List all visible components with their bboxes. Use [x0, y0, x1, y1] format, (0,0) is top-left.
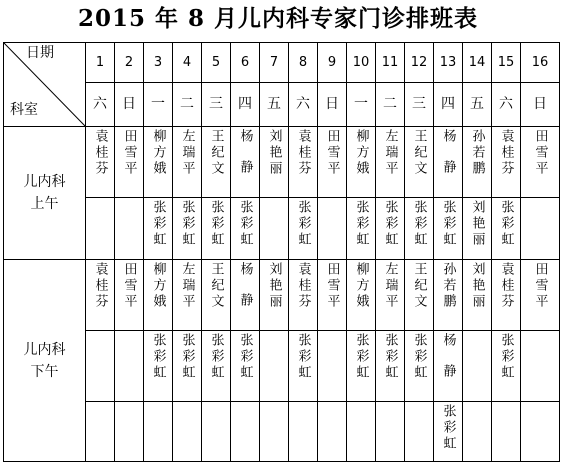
- doctor-cell: [521, 331, 560, 402]
- doctor-name: 刘艳丽: [266, 129, 282, 177]
- date-header-cell: 5: [202, 43, 231, 83]
- date-header-cell: 9: [318, 43, 347, 83]
- schedule-row: [4, 127, 560, 198]
- department-name: 儿内科: [23, 174, 66, 190]
- doctor-name: 田雪平: [324, 129, 340, 177]
- doctor-cell: [347, 198, 376, 260]
- doctor-cell: [173, 127, 202, 198]
- doctor-cell: [434, 260, 463, 331]
- doctor-name: 刘艳丽: [469, 200, 485, 248]
- doctor-name: 袁桂芬: [498, 129, 514, 177]
- doctor-cell: [318, 260, 347, 331]
- doctor-cell: [521, 260, 560, 331]
- weekday-header-cell: 四: [434, 83, 463, 127]
- doctor-name: 袁桂芬: [295, 262, 311, 310]
- doctor-cell: [521, 198, 560, 260]
- doctor-name: 王纪文: [208, 262, 224, 310]
- doctor-name: 袁桂芬: [92, 262, 108, 310]
- doctor-cell: [434, 127, 463, 198]
- doctor-name: 张彩虹: [353, 200, 369, 248]
- date-header-cell: 12: [405, 43, 434, 83]
- doctor-cell: [173, 331, 202, 402]
- date-header-cell: 11: [376, 43, 405, 83]
- department-cell: [4, 260, 86, 462]
- date-header-cell: 6: [231, 43, 260, 83]
- weekday-header-cell: 五: [260, 83, 289, 127]
- doctor-name: 左瑞平: [382, 262, 398, 310]
- doctor-cell: [231, 127, 260, 198]
- date-header-cell: 13: [434, 43, 463, 83]
- doctor-cell: [492, 127, 521, 198]
- weekday-header-cell: 六: [86, 83, 115, 127]
- schedule-table: [3, 42, 560, 462]
- doctor-cell: [463, 198, 492, 260]
- doctor-cell: [405, 198, 434, 260]
- doctor-name: 杨静: [237, 262, 253, 324]
- doctor-name: 孙若鹏: [440, 262, 456, 310]
- doctor-name: 张彩虹: [440, 200, 456, 248]
- date-header-cell: 10: [347, 43, 376, 83]
- weekday-header-cell: 二: [173, 83, 202, 127]
- weekday-header-cell: 六: [289, 83, 318, 127]
- doctor-name: 张彩虹: [382, 200, 398, 248]
- doctor-cell: [260, 402, 289, 462]
- doctor-name: 王纪文: [208, 129, 224, 177]
- doctor-name: 柳方娥: [150, 262, 166, 310]
- doctor-cell: [144, 127, 173, 198]
- doctor-name: 袁桂芬: [295, 129, 311, 177]
- weekday-header-cell: 一: [347, 83, 376, 127]
- date-header-cell: 14: [463, 43, 492, 83]
- doctor-cell: [318, 331, 347, 402]
- doctor-cell: [289, 260, 318, 331]
- doctor-name: 杨静: [440, 129, 456, 191]
- doctor-cell: [318, 127, 347, 198]
- doctor-cell: [115, 198, 144, 260]
- doctor-cell: [405, 127, 434, 198]
- doctor-cell: [86, 198, 115, 260]
- date-header-cell: 4: [173, 43, 202, 83]
- department-cell: [4, 127, 86, 260]
- doctor-name: 张彩虹: [498, 333, 514, 381]
- doctor-name: 袁桂芬: [498, 262, 514, 310]
- doctor-name: 张彩虹: [208, 333, 224, 381]
- schedule-row: [4, 198, 560, 260]
- doctor-name: 田雪平: [121, 129, 137, 177]
- doctor-cell: [115, 402, 144, 462]
- session-label: 下午: [30, 363, 59, 380]
- doctor-cell: [231, 260, 260, 331]
- doctor-name: 张彩虹: [150, 200, 166, 248]
- department-name: 儿内科: [23, 341, 66, 358]
- weekday-header-cell: 日: [115, 83, 144, 127]
- date-header-cell: 15: [492, 43, 521, 83]
- doctor-cell: [115, 127, 144, 198]
- schedule-row: [4, 260, 560, 331]
- doctor-cell: [289, 402, 318, 462]
- doctor-cell: [318, 198, 347, 260]
- doctor-name: 张彩虹: [411, 200, 427, 248]
- doctor-cell: [492, 198, 521, 260]
- doctor-name: 张彩虹: [179, 333, 195, 381]
- doctor-cell: [376, 260, 405, 331]
- doctor-name: 柳方娥: [353, 262, 369, 310]
- doctor-name: 左瑞平: [179, 129, 195, 177]
- doctor-cell: [521, 402, 560, 462]
- date-header-cell: 3: [144, 43, 173, 83]
- weekday-header-cell: 日: [521, 83, 560, 127]
- date-header-label: 日期: [26, 45, 54, 61]
- weekday-header-cell: 一: [144, 83, 173, 127]
- doctor-cell: [521, 127, 560, 198]
- date-header-cell: 1: [86, 43, 115, 83]
- doctor-cell: [405, 402, 434, 462]
- doctor-cell: [202, 331, 231, 402]
- doctor-name: 张彩虹: [498, 200, 514, 248]
- date-header-cell: 8: [289, 43, 318, 83]
- doctor-cell: [86, 260, 115, 331]
- doctor-cell: [376, 331, 405, 402]
- doctor-cell: [231, 198, 260, 260]
- doctor-cell: [463, 331, 492, 402]
- doctor-cell: [202, 260, 231, 331]
- doctor-cell: [144, 260, 173, 331]
- doctor-name: 杨静: [237, 129, 253, 191]
- doctor-cell: [434, 331, 463, 402]
- date-header-cell: 2: [115, 43, 144, 83]
- doctor-cell: [260, 260, 289, 331]
- doctor-name: 刘艳丽: [469, 262, 485, 310]
- doctor-name: 孙若鹏: [469, 129, 485, 177]
- doctor-cell: [115, 331, 144, 402]
- doctor-cell: [492, 260, 521, 331]
- doctor-cell: [318, 402, 347, 462]
- doctor-cell: [492, 331, 521, 402]
- doctor-name: 田雪平: [532, 262, 548, 310]
- doctor-name: 杨静: [440, 333, 456, 395]
- date-header-cell: 16: [521, 43, 560, 83]
- doctor-cell: [463, 402, 492, 462]
- doctor-name: 柳方娥: [150, 129, 166, 177]
- doctor-cell: [144, 198, 173, 260]
- doctor-cell: [86, 127, 115, 198]
- doctor-name: 张彩虹: [440, 404, 456, 452]
- doctor-cell: [260, 198, 289, 260]
- doctor-cell: [144, 331, 173, 402]
- doctor-name: 刘艳丽: [266, 262, 282, 310]
- doctor-name: 张彩虹: [295, 200, 311, 248]
- doctor-name: 王纪文: [411, 262, 427, 310]
- doctor-cell: [347, 260, 376, 331]
- doctor-name: 张彩虹: [179, 200, 195, 248]
- doctor-cell: [434, 198, 463, 260]
- weekday-header-cell: 日: [318, 83, 347, 127]
- doctor-cell: [260, 127, 289, 198]
- session-label: 上午: [30, 196, 59, 212]
- doctor-cell: [376, 127, 405, 198]
- doctor-cell: [376, 198, 405, 260]
- doctor-cell: [492, 402, 521, 462]
- doctor-cell: [463, 127, 492, 198]
- doctor-name: 张彩虹: [353, 333, 369, 381]
- doctor-name: 左瑞平: [179, 262, 195, 310]
- doctor-name: 张彩虹: [237, 333, 253, 381]
- doctor-cell: [405, 331, 434, 402]
- doctor-cell: [231, 402, 260, 462]
- doctor-cell: [173, 198, 202, 260]
- doctor-name: 张彩虹: [295, 333, 311, 381]
- doctor-name: 张彩虹: [150, 333, 166, 381]
- doctor-cell: [347, 402, 376, 462]
- weekday-header-cell: 三: [405, 83, 434, 127]
- schedule-row: [4, 331, 560, 402]
- date-header-cell: 7: [260, 43, 289, 83]
- doctor-name: 田雪平: [121, 262, 137, 310]
- doctor-cell: [260, 331, 289, 402]
- doctor-cell: [202, 198, 231, 260]
- doctor-cell: [289, 127, 318, 198]
- doctor-name: 左瑞平: [382, 129, 398, 177]
- doctor-cell: [347, 127, 376, 198]
- doctor-cell: [115, 260, 144, 331]
- doctor-name: 张彩虹: [237, 200, 253, 248]
- doctor-cell: [376, 402, 405, 462]
- department-header-label: 科室: [10, 102, 38, 118]
- doctor-cell: [202, 127, 231, 198]
- doctor-name: 张彩虹: [382, 333, 398, 381]
- doctor-name: 王纪文: [411, 129, 427, 177]
- doctor-cell: [463, 260, 492, 331]
- doctor-cell: [86, 331, 115, 402]
- doctor-cell: [144, 402, 173, 462]
- header-corner-cell: [4, 43, 86, 127]
- doctor-name: 张彩虹: [208, 200, 224, 248]
- doctor-cell: [173, 260, 202, 331]
- doctor-name: 袁桂芬: [92, 129, 108, 177]
- doctor-cell: [434, 402, 463, 462]
- doctor-cell: [289, 331, 318, 402]
- weekday-header-cell: 五: [463, 83, 492, 127]
- weekday-header-cell: 三: [202, 83, 231, 127]
- doctor-cell: [347, 331, 376, 402]
- doctor-cell: [86, 402, 115, 462]
- schedule-row: [4, 402, 560, 462]
- doctor-cell: [405, 260, 434, 331]
- doctor-cell: [231, 331, 260, 402]
- weekday-header-cell: 四: [231, 83, 260, 127]
- doctor-cell: [202, 402, 231, 462]
- doctor-name: 田雪平: [324, 262, 340, 310]
- weekday-header-cell: 二: [376, 83, 405, 127]
- doctor-name: 田雪平: [532, 129, 548, 177]
- doctor-cell: [289, 198, 318, 260]
- weekday-header-cell: 六: [492, 83, 521, 127]
- doctor-name: 张彩虹: [411, 333, 427, 381]
- page-title: 2015 年 8 月儿内科专家门诊排班表: [77, 5, 479, 32]
- doctor-name: 柳方娥: [353, 129, 369, 177]
- doctor-cell: [173, 402, 202, 462]
